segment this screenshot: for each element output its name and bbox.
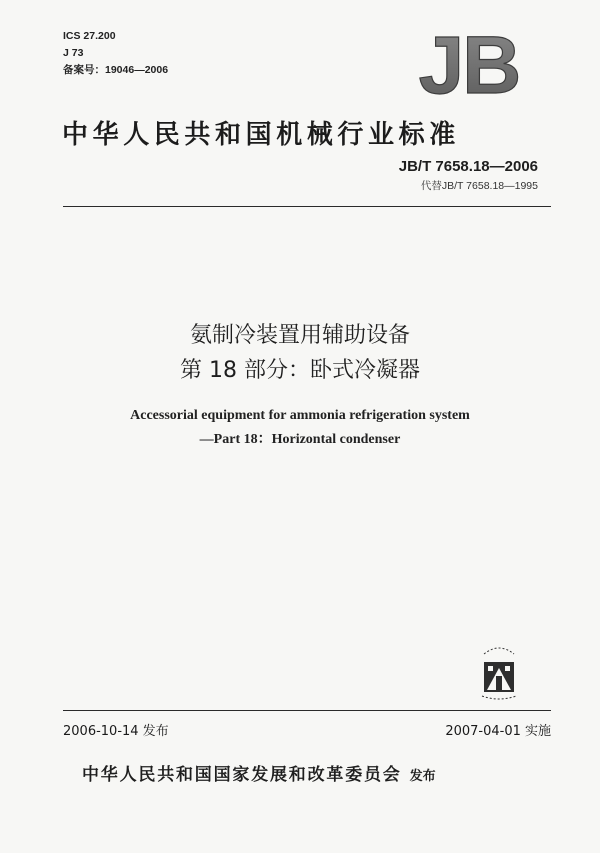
classification-block xyxy=(63,28,168,79)
jb-logo xyxy=(404,27,534,99)
issue-date: 2006-10-14 发布 xyxy=(63,724,169,739)
footer-divider xyxy=(63,710,551,711)
category-code: J 73 xyxy=(63,47,84,59)
header-divider xyxy=(63,206,551,207)
title-en-line2: —Part 18：Horizontal condenser xyxy=(199,432,401,447)
record-number: 备案号：19046—2006 xyxy=(63,64,169,76)
publisher-suffix: 发布 xyxy=(409,769,436,784)
title-cn-line2: 第 18 部分：卧式冷凝器 xyxy=(180,358,420,383)
title-cn-line1: 氨制冷装置用辅助设备 xyxy=(189,323,410,348)
standard-number-block xyxy=(399,158,538,193)
standard-number: JB/T 7658.18—2006 xyxy=(398,158,538,175)
title-en-line1: Accessorial equipment for ammonia refrigeration system xyxy=(130,408,470,423)
replaced-standard: 代替JB/T 7658.18—1995 xyxy=(420,180,538,192)
implementation-date: 2007-04-01 实施 xyxy=(445,724,551,739)
dates-row xyxy=(63,720,551,742)
issuing-category-title: 中华人民共和国机械行业标准 xyxy=(62,120,460,150)
publisher-seal-icon xyxy=(474,640,524,702)
publisher-name: 中华人民共和国国家发展和改革委员会 xyxy=(82,765,402,785)
ics-code: ICS 27.200 xyxy=(63,30,116,42)
jb-logo-text: JB xyxy=(418,27,520,99)
publisher-line xyxy=(82,760,542,785)
